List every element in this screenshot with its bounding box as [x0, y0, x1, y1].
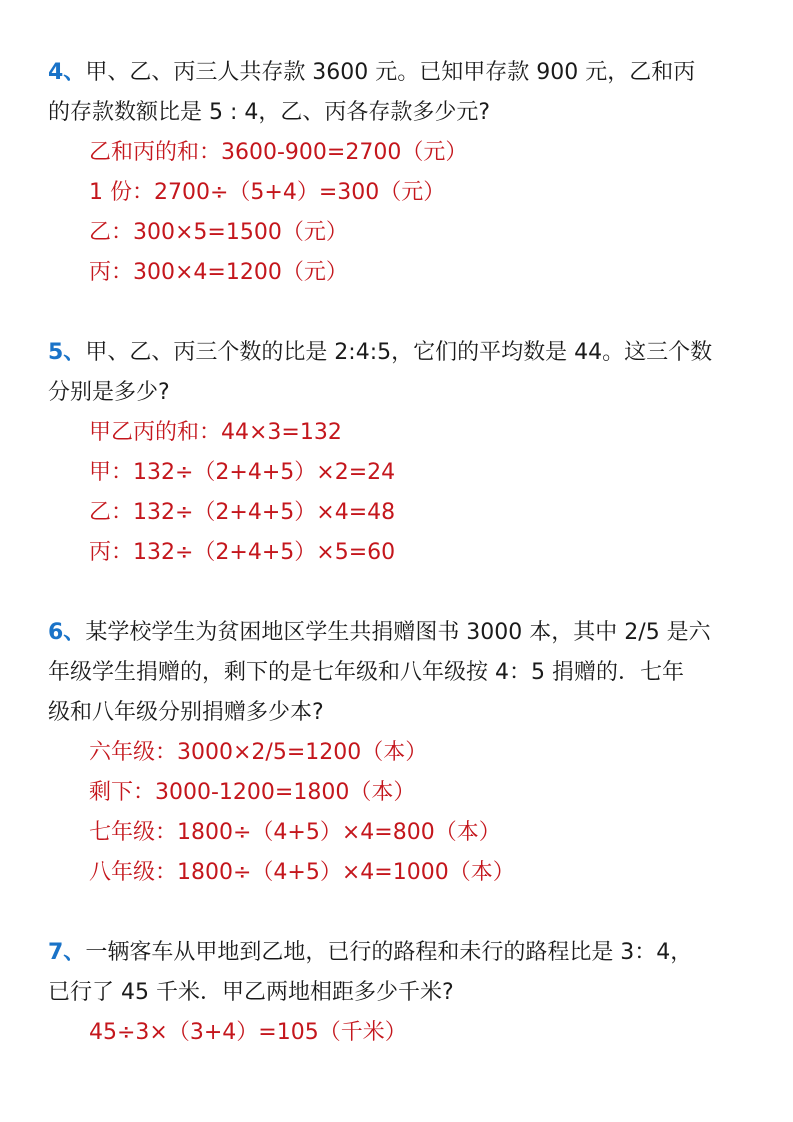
question-line — [48, 933, 753, 973]
problem-7 — [48, 933, 753, 1053]
answer-line: 六年级：3000×2/5=1200（本） — [89, 740, 428, 765]
answer-line: 八年级：1800÷（4+5）×4=1000（本） — [89, 860, 515, 885]
question-line: 级和八年级分别捐赠多少本? — [48, 700, 324, 725]
problem-4 — [48, 53, 753, 293]
question-text: 甲、乙、丙三个数的比是 2:4:5，它们的平均数是 44。这三个数 — [85, 340, 713, 365]
question-text: 某学校学生为贫困地区学生共捐赠图书 3000 本，其中 2/5 是六 — [85, 620, 711, 645]
question-line — [48, 613, 753, 653]
question-line: 已行了 45 千米．甲乙两地相距多少千米? — [48, 980, 454, 1005]
question-line — [48, 53, 753, 93]
question-line — [48, 333, 753, 373]
question-text: 一辆客车从甲地到乙地，已行的路程和未行的路程比是 3：4， — [85, 940, 693, 965]
answer-line: 丙：132÷（2+4+5）×5=60 — [89, 540, 396, 565]
answer-line: 45÷3×（3+4）=105（千米） — [89, 1020, 407, 1045]
answer-line: 七年级：1800÷（4+5）×4=800（本） — [89, 820, 501, 845]
problem-number: 4、 — [48, 60, 86, 85]
question-line: 的存款数额比是 5 : 4，乙、丙各存款多少元? — [48, 100, 491, 125]
answer-line: 甲：132÷（2+4+5）×2=24 — [89, 460, 396, 485]
problem-6 — [48, 613, 753, 893]
problem-number: 6、 — [48, 620, 86, 645]
problem-5 — [48, 333, 753, 573]
question-text: 甲、乙、丙三人共存款 3600 元。已知甲存款 900 元，乙和丙 — [85, 60, 696, 85]
question-line: 年级学生捐赠的，剩下的是七年级和八年级按 4：5 捐赠的．七年 — [48, 660, 684, 685]
answer-line: 剩下：3000-1200=1800（本） — [89, 780, 416, 805]
problem-number: 5、 — [48, 340, 86, 365]
answer-line: 1 份：2700÷（5+4）=300（元） — [89, 180, 446, 205]
answer-line: 丙：300×4=1200（元） — [89, 260, 348, 285]
problem-number: 7、 — [48, 940, 86, 965]
answer-line: 甲乙丙的和：44×3=132 — [89, 420, 342, 445]
answer-line: 乙：300×5=1500（元） — [89, 220, 348, 245]
question-line: 分别是多少? — [48, 380, 170, 405]
answer-line: 乙和丙的和：3600-900=2700（元） — [89, 140, 468, 165]
answer-line: 乙：132÷（2+4+5）×4=48 — [89, 500, 396, 525]
